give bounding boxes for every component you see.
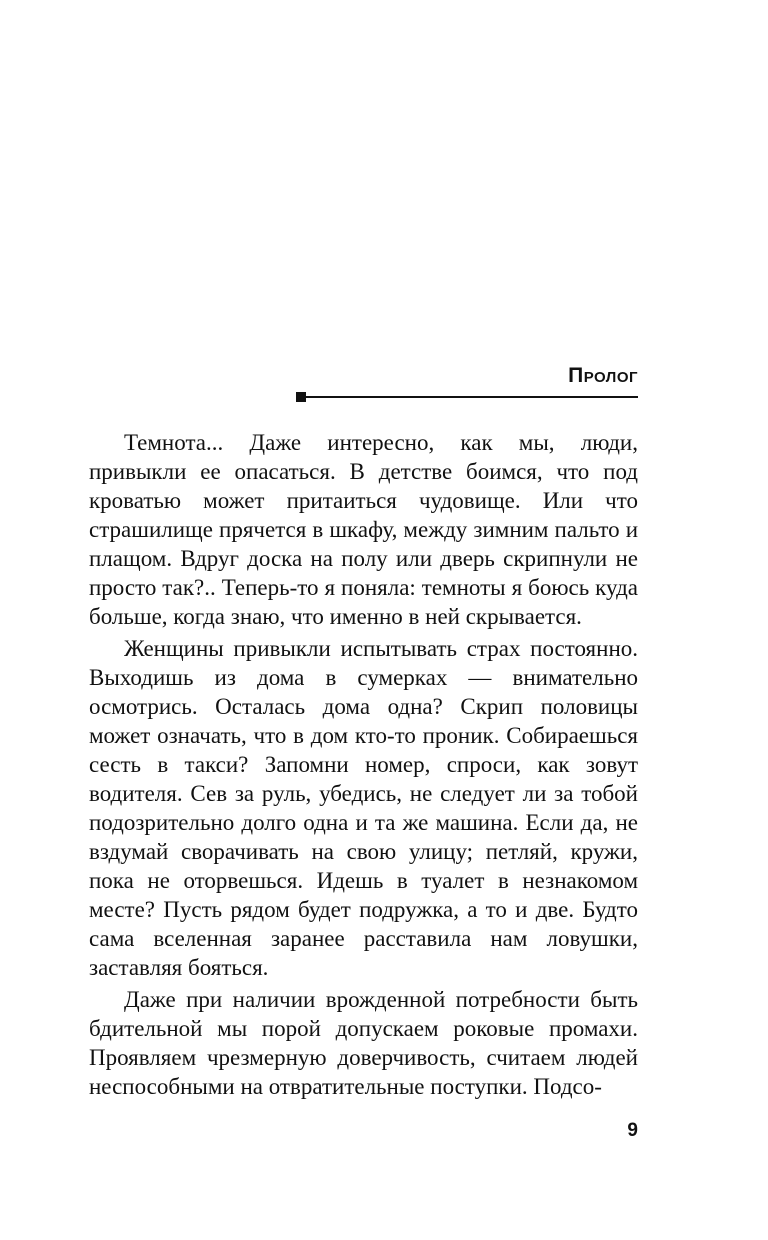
paragraph: Женщины привыкли испытывать страх постоянно. Выходишь из дома в сумерках — внимательно осмотрись. Осталась дома одна? Скрип половицы может означать, что в дом кто-то проник. Собираешься сесть в такси? Запомни номер, спроси, как зовут водителя. Сев за руль, убедись, не следует ли за тобой подозрительно долго одна и та же машина. Если да, не вздумай сворачивать на свою улицу; петляй, кружи, пока не оторвешься. Идешь в туалет в незнакомом месте? Пусть рядом будет подружка, а то и две. Будто сама вселенная заранее расставила нам ловушки, заставляя бояться. (89, 636, 638, 980)
paragraph: Темнота... Даже интересно, как мы, люди, привыкли ее опасаться. В детстве боимся, что под кроватью может притаиться чудовище. Или что страшилище прячется в шкафу, между зимним пальто и плащом. Вдруг доска на полу или дверь скрипнули не просто так?.. Теперь-то я поняла: темноты я боюсь куда больше, когда знаю, что именно в ней скрывается. (89, 430, 638, 629)
paragraph: Даже при наличии врожденной потребности быть бдительной мы порой допускаем роковые промахи. Проявляем чрезмерную доверчивость, считаем людей неспособными на отвратительные поступки. Подсо- (89, 987, 638, 1099)
page-number: 9 (627, 1120, 638, 1141)
title-rule-square (296, 392, 306, 402)
chapter-title: Пролог (568, 364, 638, 387)
body-text (89, 428, 638, 1104)
title-rule (296, 396, 638, 398)
